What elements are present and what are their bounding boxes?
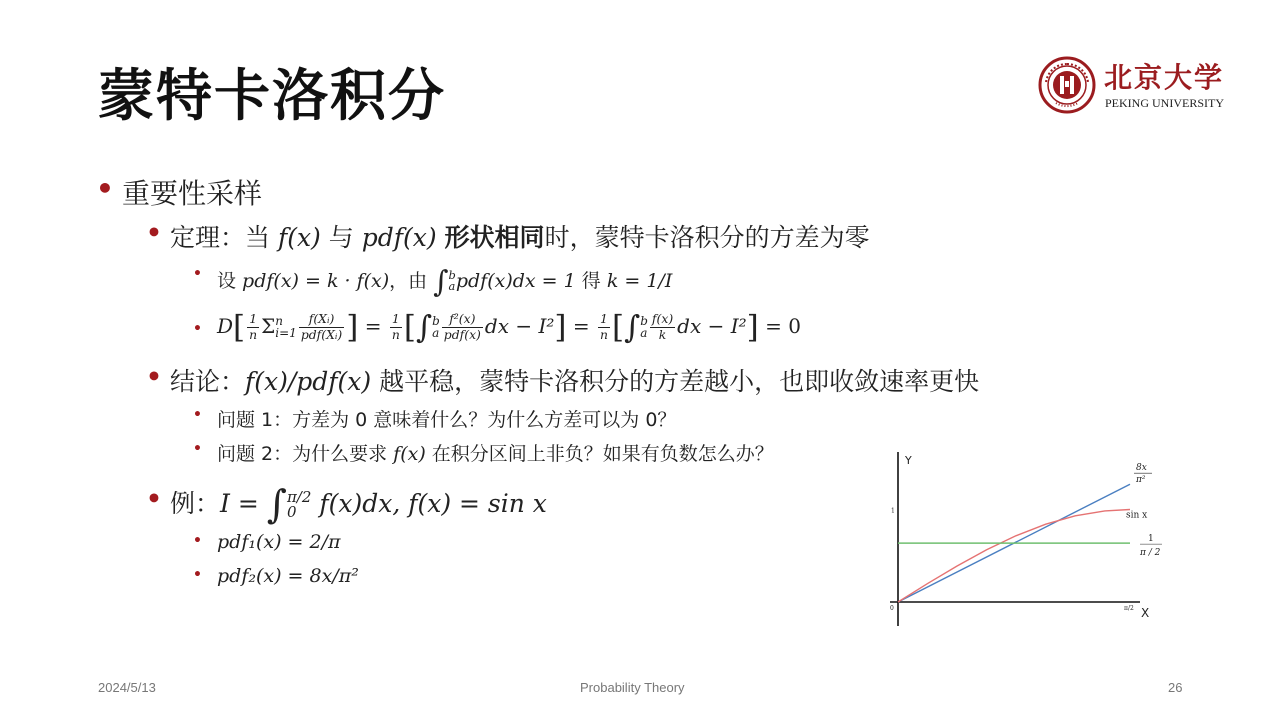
right-bracket: ] [346,309,359,345]
y-axis-label: Y [905,454,912,467]
bullet-question-2 [193,439,774,466]
setting-get: 得 [575,269,607,292]
pdf1-text: pdf₁(x) = 2/π [217,531,341,553]
conclusion-expr: f(x)/pdf(x) [245,367,372,396]
theorem-bold: 形状相同 [444,223,545,252]
bullet-dot: • [193,407,202,423]
dx-minus-I2: dx − I² [484,313,555,338]
theorem-fx: f(x) [277,223,321,252]
series-line-2 [898,510,1130,603]
theorem-mid: 与 [320,223,362,252]
question-2-prefix: 问题 2：为什么要求 [217,443,394,465]
integral-sign: ∫ [433,264,449,298]
frac-num: f(Xᵢ) [299,312,344,327]
bullet-importance-sampling [96,172,262,212]
pku-seal-icon [1038,56,1096,114]
frac-den: pdf(Xᵢ) [300,326,343,342]
conclusion-prefix: 结论： [170,367,246,396]
x-tick-label: 0 [890,605,894,612]
sum-upper: n [275,314,284,328]
bullet-variance-formula [193,309,801,345]
left-bracket: [ [403,309,416,345]
x-tick-label: π/2 [1124,605,1134,612]
bullet-pdf2 [193,565,359,587]
bullet-theorem [146,218,870,254]
theorem-pdf: pdf(x) [361,223,437,252]
bullet-question-1 [193,405,676,432]
bullet-dot: • [193,567,202,583]
bullet-example [146,482,547,527]
setting-eq1: pdf(x) = k · f(x) [242,269,390,292]
frac-num: f(x) [651,311,674,327]
bullet-dot: • [146,218,162,247]
example-prefix: 例： [170,488,221,518]
left-bracket: [ [233,309,246,345]
bullet-dot: • [193,321,202,337]
frac-den: n [599,326,608,342]
bullet-dot: • [193,441,202,457]
bullet-conclusion [146,362,979,398]
conclusion-suffix: 越平稳，蒙特卡洛积分的方差越小，也即收敛速率更快 [371,367,980,396]
theorem-suffix: 时，蒙特卡洛积分的方差为零 [544,223,870,252]
setting-eq2: pdf(x)dx = 1 [455,269,576,292]
bullet-text: 重要性采样 [122,177,263,210]
pku-logo [1038,56,1238,116]
variance-D: D [217,313,234,338]
frac-num: 1 [390,312,402,327]
bullet-dot: • [146,484,162,513]
frac-den: pdf(x) [443,326,481,342]
pdf2-text: pdf₂(x) = 8x/π² [217,565,359,587]
integral-upper: b [432,314,440,328]
sum-lower: i=1 [275,326,297,340]
bullet-dot: • [96,172,114,205]
bullet-setting [193,264,672,298]
bullet-pdf1 [193,531,341,553]
theorem-prefix: 定理：当 [170,223,278,252]
setting-by: ，由 [389,269,434,292]
integral-lower: a [448,279,456,293]
bullet-dot: • [193,266,202,282]
frac-den: k [658,326,667,342]
question-2-suffix: 在积分区间上非负？如果有负数怎么办？ [425,443,774,465]
integral-upper: π/2 [286,487,312,506]
series-label-uniform-den: π / 2 [1140,548,1161,559]
integral-sign: ∫ [266,482,287,527]
logo-english-name: PEKING UNIVERSITY [1105,96,1224,110]
equals-sign: = [572,313,590,338]
footer-title: Probability Theory [580,680,685,695]
frac-den: n [391,326,400,342]
example-expr: f(x)dx, f(x) = sin x [319,488,547,518]
x-axis-label: X [1141,606,1150,620]
frac-num: 1 [598,312,610,327]
y-tick-label: 1 [891,507,895,515]
series-label-linear-den: π² [1136,475,1146,486]
frac-num: f²(x) [442,312,483,327]
right-bracket: ] [746,309,759,345]
footer-date: 2024/5/13 [98,680,156,695]
integral-lower: 0 [286,502,297,521]
bullet-dot: • [146,362,162,391]
equals-zero: = 0 [765,313,801,338]
question-1-text: 问题 1：方差为 0 意味着什么？为什么方差可以为 0？ [217,409,677,431]
dx-minus-I2: dx − I² [677,313,747,338]
logo-chinese-name: 北京大学 [1104,61,1225,94]
integral-lower: a [432,326,440,340]
frac-den: n [249,326,258,342]
example-I: I = [220,488,259,518]
sum-sign: Σ [261,313,276,338]
footer-page-number: 26 [1168,680,1183,695]
right-bracket: ] [554,309,567,345]
integral-upper: b [640,314,648,328]
left-bracket: [ [611,309,625,345]
series-label-uniform-num: 1 [1148,534,1154,545]
question-2-fx: f(x) [393,443,426,465]
integral-sign: ∫ [624,309,641,345]
integral-upper: b [448,267,456,282]
integral-sign: ∫ [415,309,433,345]
function-plot [860,444,1170,634]
setting-prefix: 设 [217,269,243,292]
setting-eq3: k = 1/I [606,269,673,292]
equals-sign: = [364,313,382,338]
bullet-dot: • [193,533,202,549]
frac-num: 1 [247,312,259,327]
integral-lower: a [640,326,648,340]
series-label-sin: sin x [1126,510,1148,521]
series-label-linear-num: 8x [1136,463,1147,474]
slide-title: 蒙特卡洛积分 [98,64,446,129]
